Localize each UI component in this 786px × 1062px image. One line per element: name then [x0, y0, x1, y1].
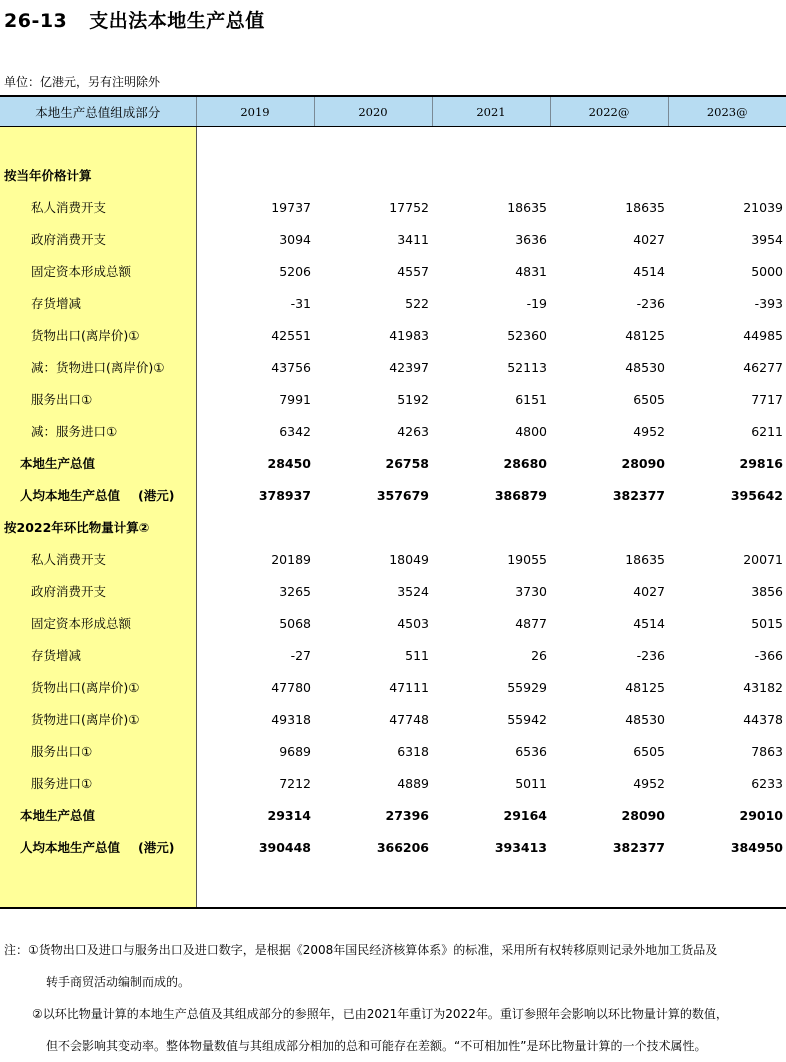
value-cell: 378937	[258, 487, 311, 503]
value-cell: 29816	[739, 455, 783, 471]
value-cell	[668, 159, 786, 191]
value-cell: 3636	[515, 231, 547, 247]
value-cell	[314, 863, 432, 908]
row-label: 货物进口(离岸价)①	[0, 703, 196, 735]
value-cell	[432, 511, 550, 543]
value-cell: 7991	[279, 391, 311, 407]
value-cell	[550, 127, 668, 160]
value-cell: 4952	[633, 423, 665, 439]
row-label: 私人消费开支	[0, 543, 196, 575]
total-row	[0, 831, 786, 863]
footnote-line: 转手商贸活动编制而成的。	[46, 975, 191, 989]
row-label: 货物出口(离岸价)①	[0, 319, 196, 351]
value-cell: 390448	[258, 839, 311, 855]
value-cell: 55929	[507, 679, 547, 695]
value-cell: 55942	[507, 711, 547, 727]
value-cell: 366206	[376, 839, 429, 855]
total-row	[0, 447, 786, 479]
value-cell: 44378	[743, 711, 783, 727]
value-cell: 29010	[739, 807, 783, 823]
value-cell: 49318	[271, 711, 311, 727]
total-label-text: 人均本地生产总值	[20, 488, 121, 503]
value-cell: 47780	[271, 679, 311, 695]
value-cell	[314, 159, 432, 191]
table-row	[0, 223, 786, 255]
value-cell: 48530	[625, 359, 665, 375]
column-header-year: 2019	[196, 96, 314, 127]
value-cell: 6211	[751, 423, 783, 439]
value-cell: 384950	[730, 839, 783, 855]
value-cell: 18635	[507, 199, 547, 215]
row-label: 政府消费开支	[0, 223, 196, 255]
value-cell: 20189	[271, 551, 311, 567]
value-cell: 382377	[612, 487, 665, 503]
section-title: 按当年价格计算	[0, 159, 196, 191]
total-label-text: 本地生产总值	[20, 808, 96, 823]
value-cell: 5015	[751, 615, 783, 631]
total-label-text: 人均本地生产总值	[20, 840, 121, 855]
value-cell	[550, 159, 668, 191]
table-row	[0, 543, 786, 575]
row-label: 固定资本形成总额	[0, 607, 196, 639]
total-row	[0, 799, 786, 831]
value-cell: 17752	[389, 199, 429, 215]
gdp-table	[0, 95, 786, 909]
value-cell: 3094	[279, 231, 311, 247]
value-cell: 6505	[633, 743, 665, 759]
row-label: 存货增减	[0, 287, 196, 319]
value-cell: 28450	[267, 455, 311, 471]
total-label	[0, 799, 196, 831]
column-header-year: 2021	[432, 96, 550, 127]
value-cell	[432, 159, 550, 191]
value-cell	[432, 863, 550, 908]
value-cell: 20071	[743, 551, 783, 567]
value-cell: 357679	[376, 487, 429, 503]
value-cell: 41983	[389, 327, 429, 343]
section-title: 按2022年环比物量计算②	[0, 511, 196, 543]
value-cell: 29164	[503, 807, 547, 823]
value-cell: 42397	[389, 359, 429, 375]
value-cell	[196, 127, 314, 160]
value-cell	[196, 863, 314, 908]
value-cell: 5000	[751, 263, 783, 279]
row-label: 货物出口(离岸价)①	[0, 671, 196, 703]
value-cell: 47111	[389, 679, 429, 695]
value-cell: 48125	[625, 679, 665, 695]
column-header-year: 2023@	[668, 96, 786, 127]
value-cell: 393413	[494, 839, 547, 855]
row-label: 私人消费开支	[0, 191, 196, 223]
value-cell: 4263	[397, 423, 429, 439]
value-cell: -393	[754, 295, 783, 311]
value-cell: -366	[754, 647, 783, 663]
value-cell: 6233	[751, 775, 783, 791]
value-cell: 522	[405, 295, 429, 311]
table-body	[0, 127, 786, 909]
value-cell	[314, 511, 432, 543]
value-cell: 3524	[397, 583, 429, 599]
row-label: 固定资本形成总额	[0, 255, 196, 287]
table-row	[0, 287, 786, 319]
table-row	[0, 415, 786, 447]
total-label-text: 本地生产总值	[20, 456, 96, 471]
value-cell: 6151	[515, 391, 547, 407]
value-cell: 4800	[515, 423, 547, 439]
value-cell: 395642	[730, 487, 783, 503]
value-cell: 18049	[389, 551, 429, 567]
value-cell: 6536	[515, 743, 547, 759]
section-header-row	[0, 511, 786, 543]
value-cell: 4952	[633, 775, 665, 791]
label-cell	[0, 127, 196, 160]
footnote-line: ②以环比物量计算的本地生产总值及其组成部分的参照年，已由2021年重订为2022年。重订参照年会影响以环比物量计算的数值，	[32, 1007, 728, 1021]
table-row	[0, 319, 786, 351]
value-cell: 4831	[515, 263, 547, 279]
table-row	[0, 703, 786, 735]
table-row	[0, 639, 786, 671]
value-cell	[550, 863, 668, 908]
value-cell: 48125	[625, 327, 665, 343]
page-title	[4, 6, 265, 33]
value-cell: -236	[636, 295, 665, 311]
value-cell: 3856	[751, 583, 783, 599]
value-cell: 3954	[751, 231, 783, 247]
total-row	[0, 479, 786, 511]
value-cell: 4514	[633, 263, 665, 279]
value-cell	[550, 511, 668, 543]
value-cell: 47748	[389, 711, 429, 727]
value-cell	[668, 863, 786, 908]
total-label	[0, 447, 196, 479]
value-cell: 18635	[625, 551, 665, 567]
column-header-year: 2022@	[550, 96, 668, 127]
value-cell: -19	[526, 295, 547, 311]
value-cell	[196, 159, 314, 191]
table-row	[0, 191, 786, 223]
footnotes	[4, 934, 784, 1062]
row-label: 服务出口①	[0, 383, 196, 415]
table-row	[0, 383, 786, 415]
value-cell: 48530	[625, 711, 665, 727]
value-cell: -236	[636, 647, 665, 663]
value-cell: 382377	[612, 839, 665, 855]
value-cell: 5011	[515, 775, 547, 791]
row-label: 存货增减	[0, 639, 196, 671]
value-cell: 511	[405, 647, 429, 663]
section-header-row	[0, 159, 786, 191]
value-cell: 29314	[267, 807, 311, 823]
value-cell	[668, 127, 786, 160]
spacer-row	[0, 863, 786, 908]
value-cell: 52113	[507, 359, 547, 375]
table-title: 支出法本地生产总值	[89, 10, 265, 32]
row-label: 减：货物进口(离岸价)①	[0, 351, 196, 383]
value-cell: 4889	[397, 775, 429, 791]
value-cell: 3411	[397, 231, 429, 247]
value-cell: 7212	[279, 775, 311, 791]
table-row	[0, 255, 786, 287]
table-row	[0, 767, 786, 799]
value-cell: 4027	[633, 231, 665, 247]
total-unit: (港元)	[138, 488, 175, 503]
value-cell: 4557	[397, 263, 429, 279]
value-cell: 27396	[385, 807, 429, 823]
value-cell: 6318	[397, 743, 429, 759]
unit-note: 单位：亿港元，另有注明除外	[4, 75, 161, 89]
total-label	[0, 479, 196, 511]
column-header-year: 2020	[314, 96, 432, 127]
value-cell: 6342	[279, 423, 311, 439]
value-cell: 52360	[507, 327, 547, 343]
footnote-line: 注：①货物出口及进口与服务出口及进口数字，是根据《2008年国民经济核算体系》的标准，采用所有权转移原则记录外地加工货品及	[4, 943, 718, 957]
spacer-row	[0, 127, 786, 160]
value-cell: 26	[531, 647, 547, 663]
value-cell: 46277	[743, 359, 783, 375]
value-cell: 19055	[507, 551, 547, 567]
value-cell: 6505	[633, 391, 665, 407]
value-cell: 3730	[515, 583, 547, 599]
footnote-line: 但不会影响其变动率。整体物量数值与其组成部分相加的总和可能存在差额。“不可相加性”是环比物量计算的一个技术属性。	[46, 1039, 707, 1053]
value-cell: 26758	[385, 455, 429, 471]
value-cell	[196, 511, 314, 543]
table-row	[0, 575, 786, 607]
value-cell: 42551	[271, 327, 311, 343]
table-row	[0, 351, 786, 383]
value-cell: 28680	[503, 455, 547, 471]
value-cell: 7863	[751, 743, 783, 759]
value-cell: 5068	[279, 615, 311, 631]
value-cell: 44985	[743, 327, 783, 343]
value-cell: 28090	[621, 455, 665, 471]
total-label	[0, 831, 196, 863]
value-cell: 9689	[279, 743, 311, 759]
value-cell: 386879	[494, 487, 547, 503]
total-unit: (港元)	[138, 840, 175, 855]
header-row	[0, 96, 786, 127]
table-number: 26-13	[4, 10, 68, 32]
row-label: 减：服务进口①	[0, 415, 196, 447]
value-cell: 21039	[743, 199, 783, 215]
value-cell: 5206	[279, 263, 311, 279]
value-cell: 5192	[397, 391, 429, 407]
table-row	[0, 671, 786, 703]
table-row	[0, 607, 786, 639]
column-header-component: 本地生产总值组成部分	[0, 96, 196, 127]
value-cell	[668, 511, 786, 543]
value-cell: -31	[290, 295, 311, 311]
value-cell	[432, 127, 550, 160]
value-cell: 4503	[397, 615, 429, 631]
row-label: 政府消费开支	[0, 575, 196, 607]
value-cell: 19737	[271, 199, 311, 215]
value-cell: 7717	[751, 391, 783, 407]
value-cell: 4027	[633, 583, 665, 599]
label-cell	[0, 863, 196, 908]
table-row	[0, 735, 786, 767]
value-cell	[314, 127, 432, 160]
row-label: 服务进口①	[0, 767, 196, 799]
value-cell: 3265	[279, 583, 311, 599]
value-cell: -27	[290, 647, 311, 663]
value-cell: 4514	[633, 615, 665, 631]
value-cell: 18635	[625, 199, 665, 215]
value-cell: 43756	[271, 359, 311, 375]
value-cell: 4877	[515, 615, 547, 631]
value-cell: 43182	[743, 679, 783, 695]
row-label: 服务出口①	[0, 735, 196, 767]
value-cell: 28090	[621, 807, 665, 823]
